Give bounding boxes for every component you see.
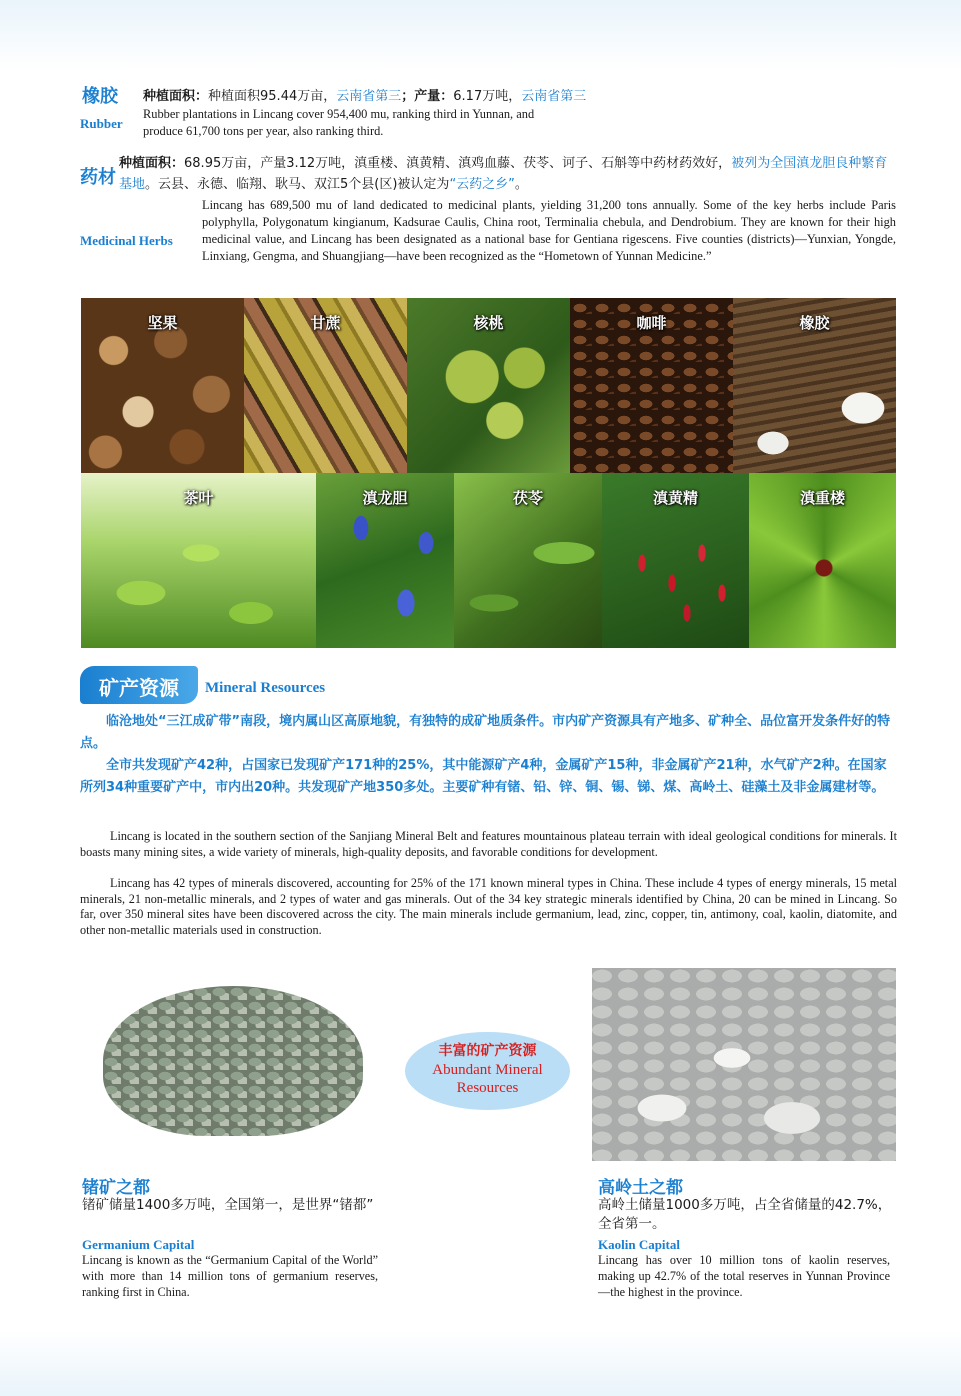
rubber-sep: ； <box>401 89 415 104</box>
photo-polygonatum <box>602 473 749 648</box>
kaolin-cn-title: 高岭土之都 <box>598 1178 683 1198</box>
photo-sugarcane <box>244 298 407 473</box>
photo-tea <box>81 473 316 648</box>
mineral-cn-para-2: 全市共发现矿产42种，占国家已发现矿产171种的25%，其中能源矿产4种，金属矿产15种，非金属矿产21种，水气矿产2种。在国家所列34种重要矿产中，市内出20种。共发现矿产地350多处。主要矿种有锗、铅、锌、铜、锡、锑、煤、高岭土、硅藻土及非金属建材等。 <box>80 758 887 795</box>
photo-germanium-ore <box>81 968 384 1161</box>
abundant-minerals-badge <box>405 1032 570 1110</box>
photo-poria-label: 茯苓 <box>512 489 543 507</box>
herbs-text-1: 68.95万亩，产量3.12万吨，滇重楼、滇黄精、滇鸡血藤、茯苓、诃子、石斛等中药材药效好， <box>184 156 732 171</box>
photo-walnut <box>407 298 570 473</box>
photo-rubber-label: 橡胶 <box>799 314 830 332</box>
germanium-en-text: Lincang is known as the “Germanium Capital of the World” with more than 14 million tons of germanium reserves, ranking first in China. <box>82 1253 378 1299</box>
germanium-cn-text: 锗矿储量1400多万吨，全国第一，是世界“锗都” <box>82 1197 374 1213</box>
herbs-label-area: 种植面积： <box>119 156 185 171</box>
rubber-output-value: 6.17万吨， <box>453 89 522 104</box>
photo-poria <box>454 473 602 648</box>
rubber-en-title: Rubber <box>80 116 123 131</box>
herbs-highlight-hometown: “云药之乡” <box>449 177 515 192</box>
photo-nuts <box>81 298 244 473</box>
photo-paris-label: 滇重楼 <box>799 489 845 507</box>
photo-coffee <box>570 298 733 473</box>
kaolin-en-title: Kaolin Capital <box>598 1237 680 1252</box>
herbs-en-title: Medicinal Herbs <box>80 233 173 248</box>
rubber-cn-title: 橡胶 <box>82 86 118 107</box>
badge-en-line-2: Resources <box>456 1080 519 1096</box>
photo-polygonatum-label: 滇黄精 <box>652 489 698 507</box>
photo-coffee-label: 咖啡 <box>636 314 667 332</box>
badge-en-line-1: Abundant Mineral <box>432 1062 543 1078</box>
germanium-cn-title: 锗矿之都 <box>82 1178 150 1198</box>
photo-tea-label: 茶叶 <box>183 489 214 507</box>
rubber-output-rank: 云南省第三 <box>521 89 587 104</box>
herbs-text-3: 。 <box>514 177 528 192</box>
herbs-cn-text <box>119 153 897 195</box>
photo-nuts-label: 坚果 <box>147 314 178 332</box>
herbs-en-text: Lincang has 689,500 mu of land dedicated to medicinal plants, yielding 31,200 tons annually. Some of the key herbs include Paris polyphylla, Polygonatum kingianum, Kadsurae Caulis, China root, Terminalia chebula, and Dendrobium. They are known for their high medicinal value, and Lincang has been designated as a national base for Gentiana rigescens. Five counties (districts)—Yunxian, Yongde, Linxiang, Gengma, and Shuangjiang—have been recognized as the “Hometown of Yunnan Medicine.” <box>202 198 896 263</box>
rubber-area-rank: 云南省第三 <box>336 89 402 104</box>
rubber-area-value: 种植面积95.44万亩， <box>208 89 337 104</box>
rubber-en-text: Rubber plantations in Lincang cover 954,400 mu, ranking third in Yunnan, and produce 61,700 tons per year, also ranking third. <box>143 107 535 138</box>
mineral-cn-para-1: 临沧地处“三江成矿带”南段，境内属山区高原地貌，有独特的成矿地质条件。市内矿产资源具有产地多、矿种全、品位富开发条件好的特点。 <box>80 714 891 751</box>
photo-kaolin <box>592 968 896 1161</box>
mineral-en-para-2: Lincang has 42 types of minerals discovered, accounting for 25% of the 171 known mineral types in China. These include 4 types of energy minerals, 15 metal minerals, 21 non-metallic minerals, and 2 types of water and gas minerals. Out of the 34 key strategic minerals identified by China, 20 can be mined in Lincang. So far, over 350 mineral sites have been discovered across the city. The main minerals include germanium, lead, zinc, copper, tin, antimony, coal, kaolin, diatomite, and other non-metallic materials used in construction. <box>80 876 897 937</box>
germanium-ore-pile <box>103 986 363 1136</box>
badge-cn-text: 丰富的矿产资源 <box>438 1043 537 1059</box>
photo-paris <box>749 473 896 648</box>
rubber-label-output: 产量： <box>414 89 454 104</box>
mineral-en-title: Mineral Resources <box>205 680 326 696</box>
rubber-cn-text <box>143 85 586 104</box>
herbs-text-2: 。云县、永德、临翔、耿马、双江5个县(区)被认定为 <box>145 177 450 192</box>
herbs-cn-title: 药材 <box>80 167 116 188</box>
rubber-label-area: 种植面积： <box>143 89 209 104</box>
photo-gentian <box>316 473 454 648</box>
mineral-cn-title: 矿产资源 <box>99 676 179 700</box>
germanium-en-title: Germanium Capital <box>82 1237 195 1252</box>
herbs-highlight-base: 被列为全国滇龙胆良种繁育基地 <box>119 156 888 192</box>
photo-sugarcane-label: 甘蔗 <box>310 314 341 332</box>
kaolin-en-text: Lincang has over 10 million tons of kaolin reserves, making up 42.7% of the total reserves in Yunnan Province—the highest in the province. <box>598 1253 890 1299</box>
photo-walnut-label: 核桃 <box>473 314 504 332</box>
photo-gentian-label: 滇龙胆 <box>362 489 408 507</box>
mineral-en-para-1: Lincang is located in the southern section of the Sanjiang Mineral Belt and features mountainous plateau terrain with ideal geological conditions for minerals. It boasts many mining sites, a wide variety of minerals, high-quality deposits, and favorable conditions for development. <box>80 829 897 859</box>
kaolin-cn-text: 高岭土储量1000多万吨，占全省储量的42.7%，全省第一。 <box>598 1197 892 1232</box>
photo-rubber <box>733 298 896 473</box>
